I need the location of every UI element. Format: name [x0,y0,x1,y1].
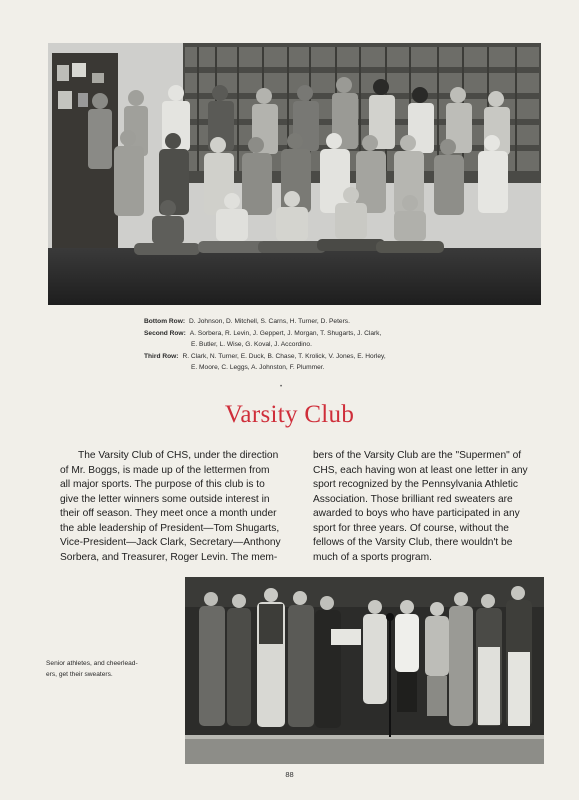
body-left-line: the able leadership of President—Tom Shugarts, [60,522,280,534]
roster-third-label: Third Row: [144,352,179,360]
roster-second-row [144,328,544,351]
varsity-club-group-photo [48,43,541,305]
stage-photo-drawing [185,577,544,764]
body-right-line: awarded to boys who have participated in any [313,508,520,520]
body-left-line: all major sports. The purpose of this club is to [60,479,265,491]
page-number: 88 [285,770,294,779]
photo-caption-line-2: ers, get their sweaters. [46,671,113,678]
sweater-presentation-photo [185,577,544,764]
group-photo-drawing [48,43,541,305]
roster-bottom-names: D. Johnson, D. Mitchell, S. Carns, H. Turner, D. Peters. [189,318,350,325]
roster-third-row [144,351,544,374]
body-left-line: of Mr. Boggs, is made up of the lettermen from [60,464,270,476]
body-left-line: Sorbera, and Treasurer, Roger Levin. The mem- [60,551,278,563]
body-right-line: sport for three years. Of course, without the [313,522,509,534]
roster-third-names-2: E. Moore, C. Leggs, A. Johnston, F. Plummer. [191,364,325,372]
roster-caption [144,316,544,374]
body-right-line: much of a sports program. [313,551,432,563]
body-left-line: give the letter winners some outside interest in [60,493,270,505]
body-column-left [60,449,292,565]
body-left-line: their off season. They meet once a month under [60,508,277,520]
roster-second-label: Second Row: [144,329,186,337]
body-column-right [313,449,545,565]
body-left-line: The Varsity Club of CHS, under the direction [78,450,279,461]
page-title: Varsity Club [224,401,355,428]
body-left-line: Vice-President—Jack Clark, Secretary—Anthony [60,537,281,549]
photo-caption [46,658,174,680]
body-right-line: fellows of the Varsity Club, there wouldn't be [313,537,513,549]
body-right-line: sport recognized by the Pennsylvania Athletic [313,479,519,491]
roster-bottom-label: Bottom Row: [144,318,186,325]
decorative-dot: • [280,384,283,390]
roster-bottom-row [144,316,544,328]
body-right-line: Association. Those brilliant red sweaters are [313,493,513,505]
roster-second-names-2: E. Butler, L. Wise, G. Koval, J. Accordino. [191,341,312,349]
photo-caption-line-1: Senior athletes, and cheerlead- [46,660,138,667]
body-right-line: CHS, each having won at least one letter in any [313,464,528,476]
roster-second-names-1: A. Sorbera, R. Levin, J. Geppert, J. Morgan, T. Shugarts, J. Clark, [189,329,382,337]
roster-third-names-1: R. Clark, N. Turner, E. Duck, B. Chase, T. Krolick, V. Jones, E. Horley, [182,352,386,360]
body-right-line: bers of the Varsity Club are the "Supermen" of [313,450,522,461]
